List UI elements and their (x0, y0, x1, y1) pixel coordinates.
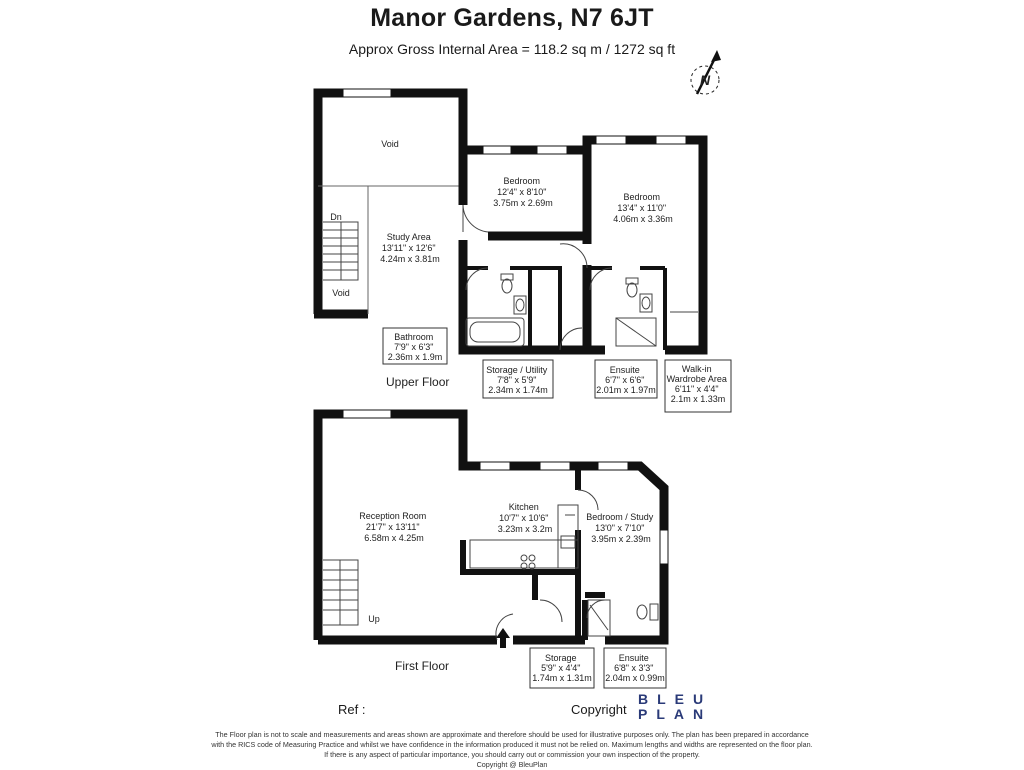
stairs-down-label: Dn (330, 212, 342, 222)
brand-line-2: PLAN (638, 706, 713, 722)
room-bedroom-1: Bedroom 12'4" x 8'10" 3.75m x 2.69m (493, 176, 553, 208)
entrance-arrow-icon (496, 628, 510, 648)
room-void-bottom: Void (332, 288, 350, 298)
room-reception: Reception Room 21'7" x 13'11" 6.58m x 4.25m (359, 511, 427, 543)
copyright-label: Copyright (571, 702, 627, 717)
brand-line-1: BLEU (638, 691, 713, 707)
disclaimer-line: If there is any aspect of particular importance, you should carry out or commission your own inspection of the property. (324, 750, 700, 759)
room-walk-in-wardrobe: Walk-in Wardrobe Area 6'11" x 4'4" 2.1m x 1.33m (666, 364, 727, 404)
disclaimer-line: with the RICS code of Measuring Practice and whilst we have confidence in the information produced it must not be relied on. Maximum lengths and widths are represented on the floor plan. (211, 740, 813, 749)
page-title: Manor Gardens, N7 6JT (370, 4, 654, 32)
disclaimer (200, 730, 824, 770)
first-floor-label: First Floor (395, 659, 449, 673)
compass-icon (691, 50, 721, 94)
first-floor-plan (318, 410, 668, 688)
room-storage-first: Storage 5'9" x 4'4" 1.74m x 1.31m (532, 653, 592, 683)
room-bathroom: Bathroom 7'9" x 6'3" 2.36m x 1.9m (387, 332, 443, 362)
room-void-top: Void (381, 139, 399, 149)
room-ensuite-upper: Ensuite 6'7" x 6'6" 2.01m x 1.97m (596, 365, 656, 395)
compass-letter: N (700, 72, 711, 88)
bleuplan-logo (638, 692, 712, 722)
room-bedroom-study: Bedroom / Study 13'0" x 7'10" 3.95m x 2.39m (586, 512, 654, 544)
room-ensuite-first: Ensuite 6'8" x 3'3" 2.04m x 0.99m (605, 653, 665, 683)
upper-floor-label: Upper Floor (386, 375, 450, 389)
room-kitchen: Kitchen 10'7" x 10'6" 3.23m x 3.2m (497, 502, 553, 534)
ref-label: Ref : (338, 702, 366, 717)
disclaimer-line: Copyright @ BleuPlan (476, 760, 548, 769)
room-storage-utility: Storage / Utility 7'8" x 5'9" 2.34m x 1.74m (486, 365, 548, 395)
room-study: Study Area 13'11" x 12'6" 4.24m x 3.81m (380, 232, 440, 264)
upper-floor-plan (314, 89, 731, 412)
disclaimer-line: The Floor plan is not to scale and measurements and areas shown are approximate and therefore should be used for illustrative purposes only. The plan has been prepared in accordance (215, 730, 809, 739)
room-bedroom-2: Bedroom 13'4" x 11'0" 4.06m x 3.36m (613, 192, 673, 224)
stairs-up-label: Up (368, 614, 380, 624)
gross-area-subtitle: Approx Gross Internal Area = 118.2 sq m / 1272 sq ft (348, 41, 676, 57)
